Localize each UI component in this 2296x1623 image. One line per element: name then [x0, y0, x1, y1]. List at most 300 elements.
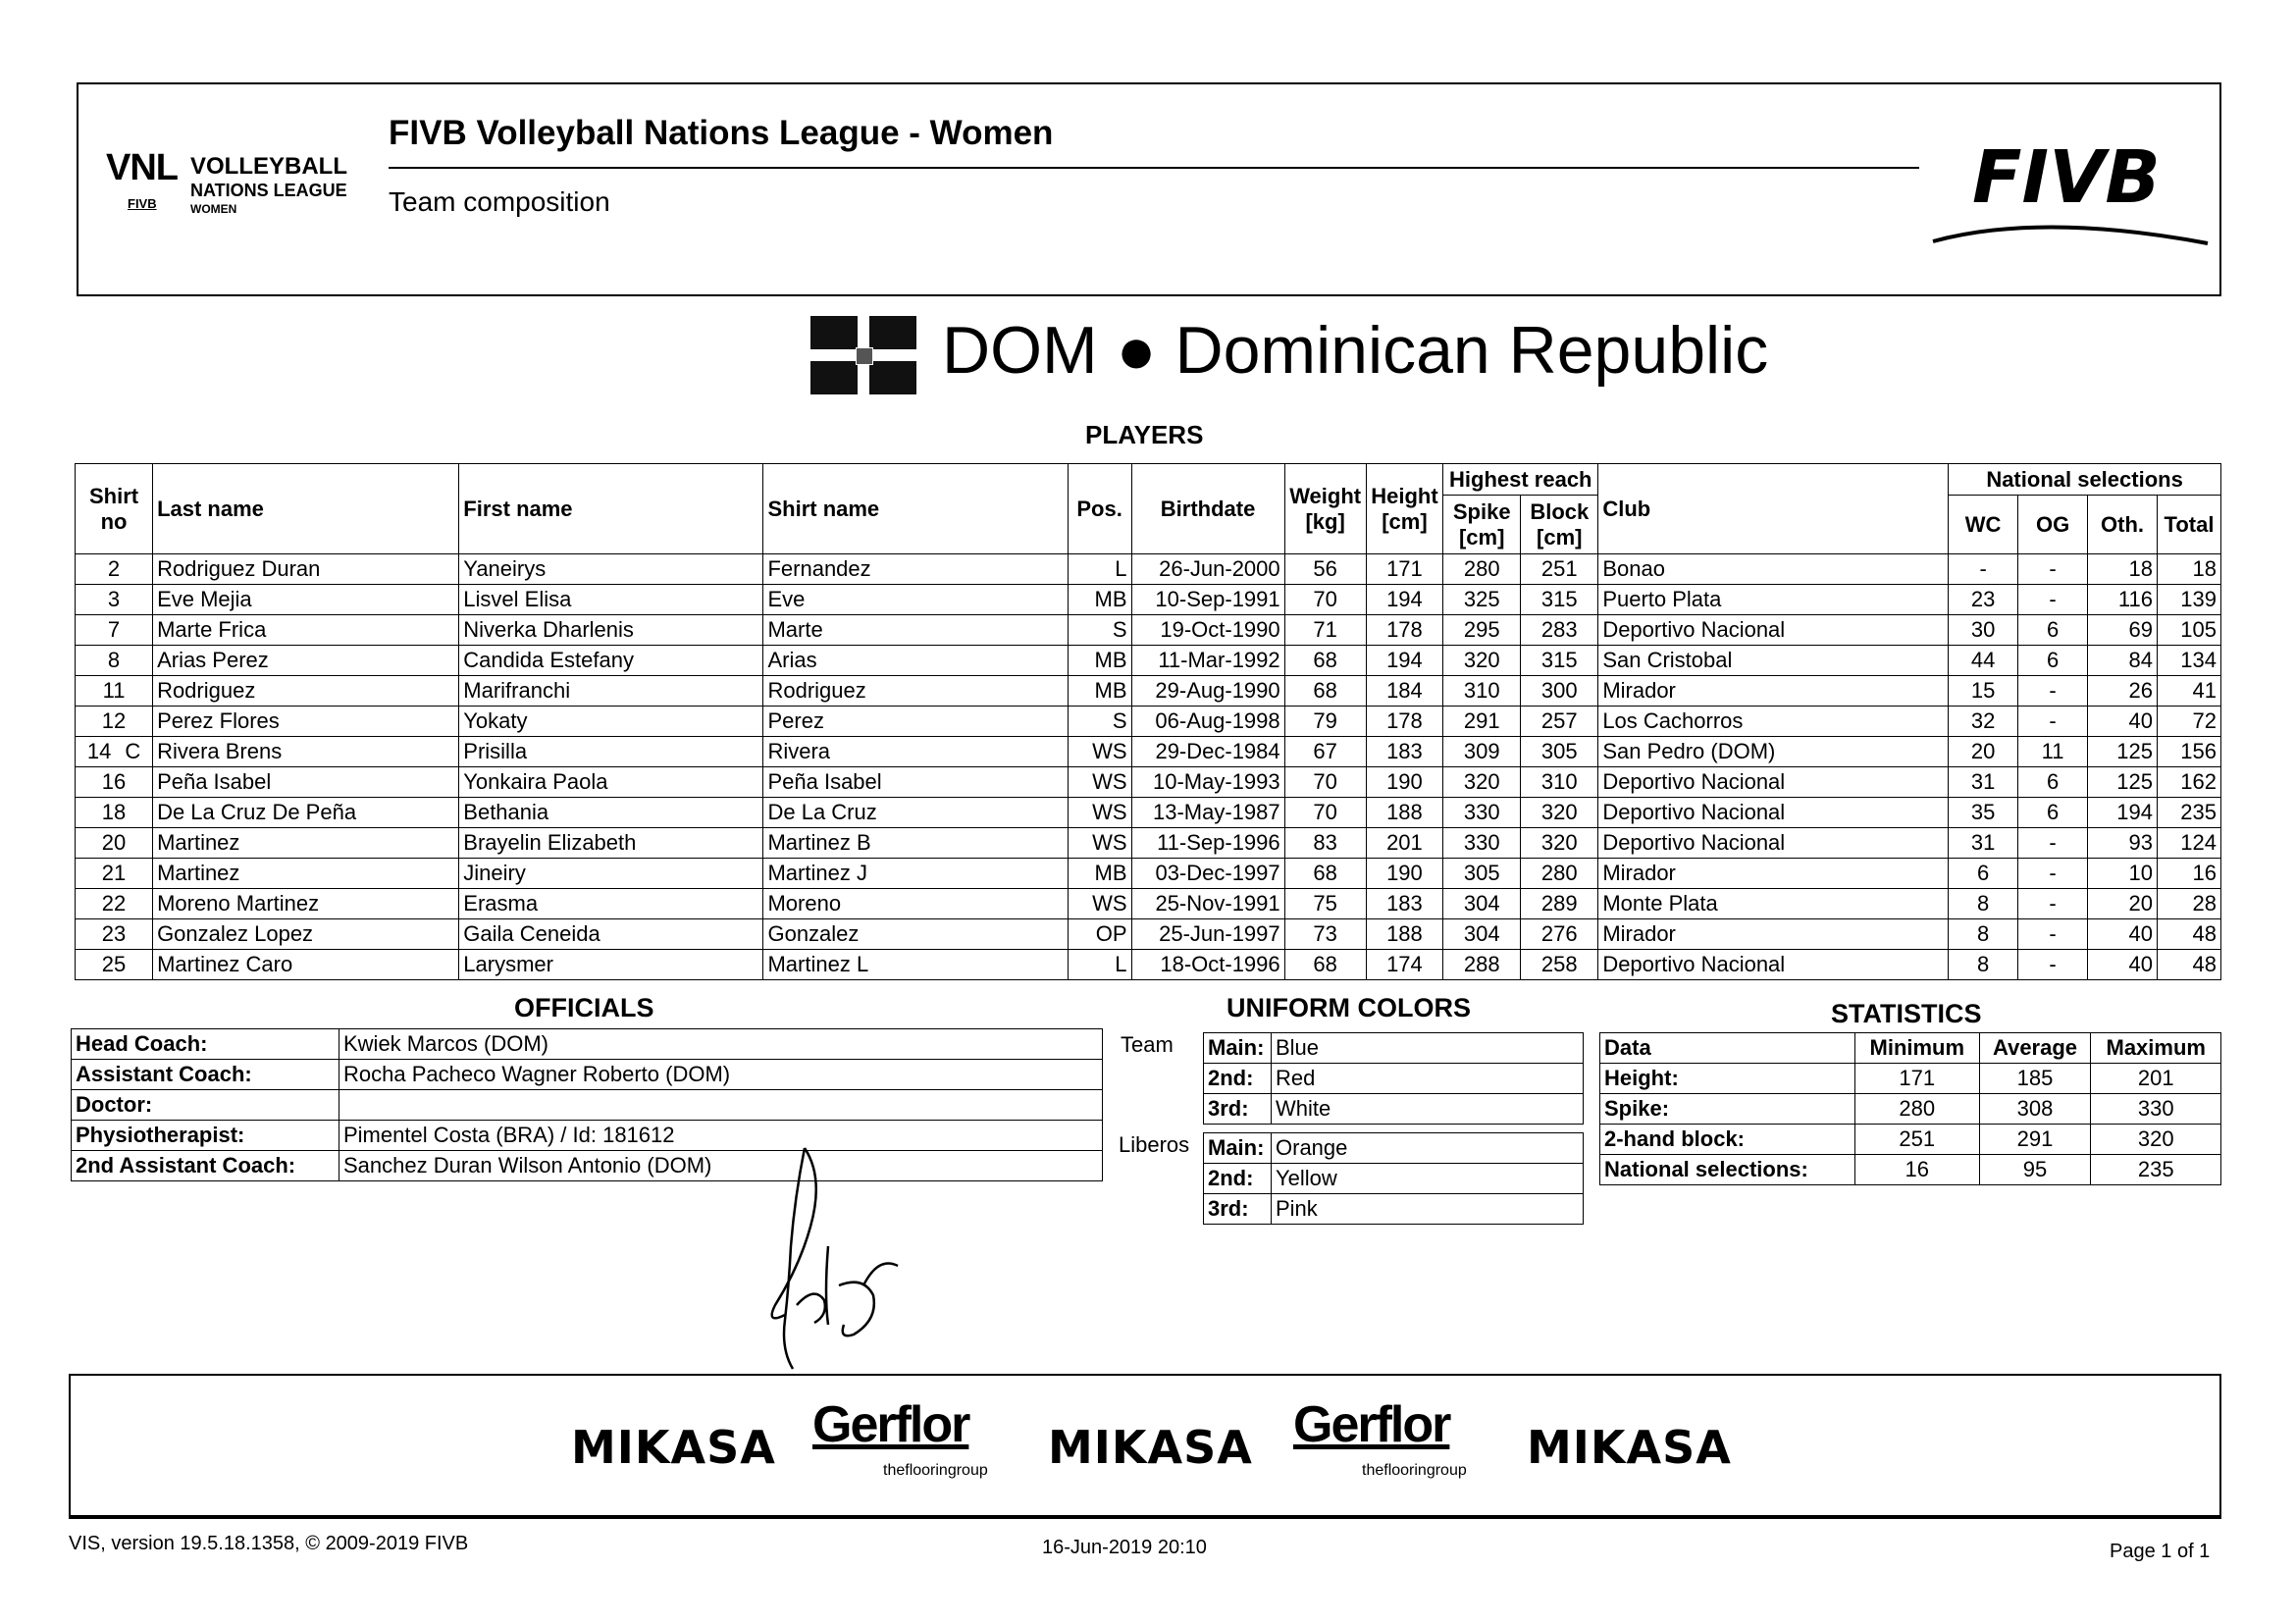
player-weight: 83: [1284, 828, 1366, 859]
team-color-label: 2nd:: [1204, 1064, 1272, 1094]
official-row: [72, 1121, 1103, 1151]
team-colors-table: [1203, 1032, 1584, 1125]
player-block: 315: [1521, 585, 1598, 615]
col-height: Height [cm]: [1366, 464, 1443, 554]
stats-label: Height:: [1600, 1064, 1855, 1094]
player-birthdate: 11-Sep-1996: [1131, 828, 1284, 859]
player-block: 315: [1521, 646, 1598, 676]
uniform-colors-heading: UNIFORM COLORS: [1226, 993, 1471, 1022]
player-first-name: Brayelin Elizabeth: [459, 828, 763, 859]
player-shirt-name: Martinez J: [763, 859, 1068, 889]
player-birthdate: 11-Mar-1992: [1131, 646, 1284, 676]
stats-col-data: Data: [1600, 1033, 1855, 1064]
player-wc: 6: [1949, 859, 2018, 889]
player-position: WS: [1068, 798, 1131, 828]
player-last-name: Arias Perez: [153, 646, 459, 676]
player-first-name: Bethania: [459, 798, 763, 828]
footer-divider: [69, 1517, 2221, 1519]
player-shirt-name: Martinez L: [763, 950, 1068, 980]
player-birthdate: 29-Dec-1984: [1131, 737, 1284, 767]
player-shirt-no-cell: [76, 585, 153, 615]
country-title: DOM ● Dominican Republic: [942, 313, 1769, 388]
player-last-name: Martinez Caro: [153, 950, 459, 980]
player-spike: 305: [1443, 859, 1521, 889]
libero-color-value: Orange: [1272, 1133, 1584, 1164]
player-total: 48: [2158, 919, 2221, 950]
player-height: 183: [1366, 737, 1443, 767]
player-og: -: [2018, 919, 2088, 950]
player-first-name: Niverka Dharlenis: [459, 615, 763, 646]
player-height: 194: [1366, 585, 1443, 615]
stats-label: 2-hand block:: [1600, 1125, 1855, 1155]
document-subtitle: Team composition: [389, 186, 610, 217]
player-height: 190: [1366, 859, 1443, 889]
player-spike: 330: [1443, 828, 1521, 859]
player-position: L: [1068, 554, 1131, 585]
player-weight: 68: [1284, 646, 1366, 676]
player-height: 174: [1366, 950, 1443, 980]
player-club: Mirador: [1598, 676, 1949, 707]
player-oth: 194: [2088, 798, 2158, 828]
player-shirt-name: Fernandez: [763, 554, 1068, 585]
player-total: 139: [2158, 585, 2221, 615]
libero-colors-table: [1203, 1132, 1584, 1225]
player-og: -: [2018, 707, 2088, 737]
player-shirt-no-cell: [76, 798, 153, 828]
player-row: [76, 707, 2221, 737]
stats-col-average: Average: [1979, 1033, 2091, 1064]
stats-minimum: 280: [1855, 1094, 1980, 1125]
player-shirt-name: Rodriguez: [763, 676, 1068, 707]
player-shirt-no: 23: [101, 921, 127, 946]
player-shirt-no-cell: [76, 707, 153, 737]
player-og: -: [2018, 859, 2088, 889]
player-shirt-no: 22: [101, 891, 127, 916]
player-og: -: [2018, 554, 2088, 585]
player-total: 105: [2158, 615, 2221, 646]
official-role: Head Coach:: [72, 1029, 339, 1060]
player-block: 289: [1521, 889, 1598, 919]
player-weight: 67: [1284, 737, 1366, 767]
player-total: 124: [2158, 828, 2221, 859]
player-shirt-no: 3: [107, 587, 121, 611]
player-position: MB: [1068, 859, 1131, 889]
player-shirt-no-cell: [76, 646, 153, 676]
player-position: L: [1068, 950, 1131, 980]
player-last-name: Martinez: [153, 828, 459, 859]
player-height: 194: [1366, 646, 1443, 676]
player-wc: 30: [1949, 615, 2018, 646]
player-birthdate: 06-Aug-1998: [1131, 707, 1284, 737]
player-club: San Cristobal: [1598, 646, 1949, 676]
player-weight: 70: [1284, 767, 1366, 798]
player-last-name: Rivera Brens: [153, 737, 459, 767]
stats-average: 291: [1979, 1125, 2091, 1155]
player-weight: 68: [1284, 859, 1366, 889]
gerflor-tagline: theflooringroup: [1362, 1462, 1467, 1479]
player-shirt-no-cell: [76, 950, 153, 980]
player-first-name: Yokaty: [459, 707, 763, 737]
player-row: [76, 798, 2221, 828]
stats-col-maximum: Maximum: [2091, 1033, 2221, 1064]
player-wc: 31: [1949, 767, 2018, 798]
col-shirt-name: Shirt name: [763, 464, 1068, 554]
player-birthdate: 29-Aug-1990: [1131, 676, 1284, 707]
col-block: Block [cm]: [1521, 496, 1598, 554]
player-og: -: [2018, 585, 2088, 615]
player-height: 183: [1366, 889, 1443, 919]
stats-minimum: 251: [1855, 1125, 1980, 1155]
col-wc: WC: [1949, 496, 2018, 554]
player-weight: 70: [1284, 585, 1366, 615]
player-position: WS: [1068, 737, 1131, 767]
player-oth: 40: [2088, 707, 2158, 737]
player-position: WS: [1068, 767, 1131, 798]
player-spike: 288: [1443, 950, 1521, 980]
player-position: S: [1068, 707, 1131, 737]
player-oth: 69: [2088, 615, 2158, 646]
player-shirt-name: Arias: [763, 646, 1068, 676]
player-height: 184: [1366, 676, 1443, 707]
player-oth: 93: [2088, 828, 2158, 859]
player-og: -: [2018, 828, 2088, 859]
player-row: [76, 585, 2221, 615]
col-position: Pos.: [1068, 464, 1131, 554]
player-og: 6: [2018, 798, 2088, 828]
player-wc: -: [1949, 554, 2018, 585]
handwritten-signature: [746, 1138, 922, 1374]
col-shirt-no: Shirt no: [76, 464, 153, 554]
liberos-colors-label: Liberos: [1119, 1132, 1190, 1157]
player-row: [76, 919, 2221, 950]
stats-average: 95: [1979, 1155, 2091, 1185]
player-wc: 15: [1949, 676, 2018, 707]
player-spike: 320: [1443, 646, 1521, 676]
player-last-name: Peña Isabel: [153, 767, 459, 798]
player-shirt-no: 12: [101, 708, 127, 733]
player-oth: 125: [2088, 767, 2158, 798]
stats-col-minimum: Minimum: [1855, 1033, 1980, 1064]
vnl-logo: [106, 147, 371, 226]
col-total: Total: [2158, 496, 2221, 554]
player-shirt-no-cell: [76, 859, 153, 889]
fivb-logo: [1923, 128, 2218, 255]
player-oth: 26: [2088, 676, 2158, 707]
player-shirt-no-cell: [76, 676, 153, 707]
player-spike: 320: [1443, 767, 1521, 798]
player-position: MB: [1068, 646, 1131, 676]
col-oth: Oth.: [2088, 496, 2158, 554]
player-club: Los Cachorros: [1598, 707, 1949, 737]
player-oth: 116: [2088, 585, 2158, 615]
player-weight: 71: [1284, 615, 1366, 646]
official-role: Doctor:: [72, 1090, 339, 1121]
print-timestamp: 16-Jun-2019 20:10: [1042, 1537, 1207, 1558]
vnl-logo-mark: VNL: [106, 147, 178, 188]
player-block: 283: [1521, 615, 1598, 646]
mikasa-logo: MIKASA: [1048, 1421, 1253, 1474]
mikasa-logo: MIKASA: [571, 1421, 776, 1474]
player-shirt-no-cell: [76, 919, 153, 950]
player-club: Monte Plata: [1598, 889, 1949, 919]
player-first-name: Erasma: [459, 889, 763, 919]
player-spike: 309: [1443, 737, 1521, 767]
player-wc: 31: [1949, 828, 2018, 859]
player-shirt-no: 20: [101, 830, 127, 855]
player-shirt-no: 8: [107, 648, 121, 672]
team-color-label: Main:: [1204, 1033, 1272, 1064]
player-last-name: Marte Frica: [153, 615, 459, 646]
player-row: [76, 646, 2221, 676]
player-oth: 40: [2088, 950, 2158, 980]
statistics-table: [1599, 1032, 2221, 1185]
gerflor-logo: Gerflor: [1293, 1396, 1450, 1453]
player-weight: 56: [1284, 554, 1366, 585]
player-shirt-name: Martinez B: [763, 828, 1068, 859]
fivb-logo-graphic: [1923, 128, 2218, 255]
player-birthdate: 19-Oct-1990: [1131, 615, 1284, 646]
libero-color-label: 2nd:: [1204, 1164, 1272, 1194]
gerflor-tagline: theflooringroup: [883, 1462, 988, 1479]
player-row: [76, 676, 2221, 707]
player-oth: 18: [2088, 554, 2158, 585]
player-height: 188: [1366, 798, 1443, 828]
col-first-name: First name: [459, 464, 763, 554]
team-color-value: Red: [1272, 1064, 1584, 1094]
page-number: Page 1 of 1: [2110, 1541, 2211, 1562]
player-club: San Pedro (DOM): [1598, 737, 1949, 767]
player-og: -: [2018, 950, 2088, 980]
player-birthdate: 10-Sep-1991: [1131, 585, 1284, 615]
player-position: OP: [1068, 919, 1131, 950]
player-birthdate: 13-May-1987: [1131, 798, 1284, 828]
official-name: [339, 1090, 1103, 1121]
version-info: VIS, version 19.5.18.1358, © 2009-2019 FIVB: [69, 1533, 469, 1554]
player-og: -: [2018, 676, 2088, 707]
player-club: Deportivo Nacional: [1598, 615, 1949, 646]
libero-color-row: [1204, 1133, 1584, 1164]
player-shirt-name: Peña Isabel: [763, 767, 1068, 798]
col-spike: Spike [cm]: [1443, 496, 1521, 554]
player-block: 276: [1521, 919, 1598, 950]
libero-color-row: [1204, 1194, 1584, 1225]
player-shirt-no: 21: [101, 861, 127, 885]
player-shirt-no-cell: [76, 767, 153, 798]
player-weight: 68: [1284, 950, 1366, 980]
vnl-logo-word-nations-league: NATIONS LEAGUE: [190, 181, 347, 200]
player-club: Deportivo Nacional: [1598, 828, 1949, 859]
player-last-name: Eve Mejia: [153, 585, 459, 615]
player-weight: 79: [1284, 707, 1366, 737]
player-spike: 280: [1443, 554, 1521, 585]
player-club: Deportivo Nacional: [1598, 950, 1949, 980]
players-heading: PLAYERS: [1085, 420, 1204, 449]
player-birthdate: 10-May-1993: [1131, 767, 1284, 798]
player-total: 16: [2158, 859, 2221, 889]
player-row: [76, 737, 2221, 767]
stats-label: National selections:: [1600, 1155, 1855, 1185]
stats-row: [1600, 1155, 2221, 1185]
player-shirt-name: Perez: [763, 707, 1068, 737]
player-og: 6: [2018, 767, 2088, 798]
stats-row: [1600, 1064, 2221, 1094]
player-club: Mirador: [1598, 859, 1949, 889]
player-last-name: Rodriguez Duran: [153, 554, 459, 585]
player-position: WS: [1068, 828, 1131, 859]
player-spike: 291: [1443, 707, 1521, 737]
player-total: 134: [2158, 646, 2221, 676]
stats-row: [1600, 1094, 2221, 1125]
player-shirt-name: Eve: [763, 585, 1068, 615]
player-club: Deportivo Nacional: [1598, 798, 1949, 828]
player-first-name: Larysmer: [459, 950, 763, 980]
libero-color-row: [1204, 1164, 1584, 1194]
col-club: Club: [1598, 464, 1949, 554]
player-shirt-name: Moreno: [763, 889, 1068, 919]
player-last-name: Gonzalez Lopez: [153, 919, 459, 950]
player-oth: 40: [2088, 919, 2158, 950]
player-shirt-name: Gonzalez: [763, 919, 1068, 950]
player-total: 235: [2158, 798, 2221, 828]
player-row: [76, 889, 2221, 919]
player-club: Bonao: [1598, 554, 1949, 585]
player-block: 258: [1521, 950, 1598, 980]
player-position: MB: [1068, 676, 1131, 707]
signature-graphic: [746, 1138, 922, 1374]
player-og: 6: [2018, 615, 2088, 646]
player-row: [76, 615, 2221, 646]
player-spike: 304: [1443, 919, 1521, 950]
vnl-logo-fivb-mark: FIVB: [128, 196, 157, 211]
col-og: OG: [2018, 496, 2088, 554]
player-og: -: [2018, 889, 2088, 919]
player-wc: 32: [1949, 707, 2018, 737]
player-block: 305: [1521, 737, 1598, 767]
player-row: [76, 554, 2221, 585]
player-last-name: Perez Flores: [153, 707, 459, 737]
col-highest-reach: Highest reach: [1443, 464, 1598, 496]
player-club: Deportivo Nacional: [1598, 767, 1949, 798]
player-wc: 8: [1949, 919, 2018, 950]
player-row: [76, 828, 2221, 859]
libero-color-value: Yellow: [1272, 1164, 1584, 1194]
vnl-logo-word-women: WOMEN: [190, 202, 237, 216]
stats-maximum: 201: [2091, 1064, 2221, 1094]
player-shirt-no-cell: [76, 615, 153, 646]
stats-average: 185: [1979, 1064, 2091, 1094]
player-shirt-name: Rivera: [763, 737, 1068, 767]
player-block: 320: [1521, 798, 1598, 828]
player-oth: 125: [2088, 737, 2158, 767]
team-color-label: 3rd:: [1204, 1094, 1272, 1125]
player-og: 6: [2018, 646, 2088, 676]
player-first-name: Yaneirys: [459, 554, 763, 585]
libero-color-label: 3rd:: [1204, 1194, 1272, 1225]
official-name: Pimentel Costa (BRA) / Id: 181612: [339, 1121, 1103, 1151]
player-spike: 330: [1443, 798, 1521, 828]
player-wc: 20: [1949, 737, 2018, 767]
player-birthdate: 25-Jun-1997: [1131, 919, 1284, 950]
player-first-name: Jineiry: [459, 859, 763, 889]
player-shirt-no: 11: [102, 678, 126, 703]
team-colors-label: Team: [1121, 1032, 1174, 1057]
libero-color-value: Pink: [1272, 1194, 1584, 1225]
statistics-heading: STATISTICS: [1831, 999, 1982, 1028]
player-shirt-no-cell: [76, 554, 153, 585]
player-shirt-name: De La Cruz: [763, 798, 1068, 828]
document-title: FIVB Volleyball Nations League - Women: [389, 114, 1054, 152]
player-row: [76, 859, 2221, 889]
libero-color-label: Main:: [1204, 1133, 1272, 1164]
official-row: [72, 1090, 1103, 1121]
player-birthdate: 26-Jun-2000: [1131, 554, 1284, 585]
team-color-value: White: [1272, 1094, 1584, 1125]
player-weight: 70: [1284, 798, 1366, 828]
player-shirt-no: 7: [107, 617, 121, 642]
player-total: 48: [2158, 950, 2221, 980]
stats-minimum: 171: [1855, 1064, 1980, 1094]
stats-row: [1600, 1125, 2221, 1155]
player-spike: 304: [1443, 889, 1521, 919]
officials-table: [71, 1028, 1103, 1181]
official-name: Rocha Pacheco Wagner Roberto (DOM): [339, 1060, 1103, 1090]
col-birthdate: Birthdate: [1131, 464, 1284, 554]
players-table: [75, 463, 2221, 980]
stats-maximum: 320: [2091, 1125, 2221, 1155]
player-height: 201: [1366, 828, 1443, 859]
player-total: 156: [2158, 737, 2221, 767]
player-weight: 73: [1284, 919, 1366, 950]
player-last-name: Rodriguez: [153, 676, 459, 707]
player-oth: 10: [2088, 859, 2158, 889]
player-height: 188: [1366, 919, 1443, 950]
official-role: Physiotherapist:: [72, 1121, 339, 1151]
player-spike: 295: [1443, 615, 1521, 646]
player-wc: 23: [1949, 585, 2018, 615]
vnl-logo-word-volleyball: VOLLEYBALL: [190, 153, 347, 180]
player-height: 190: [1366, 767, 1443, 798]
stats-minimum: 16: [1855, 1155, 1980, 1185]
stats-maximum: 330: [2091, 1094, 2221, 1125]
player-shirt-no: 2: [107, 556, 121, 581]
player-spike: 310: [1443, 676, 1521, 707]
team-color-row: [1204, 1094, 1584, 1125]
player-block: 251: [1521, 554, 1598, 585]
player-birthdate: 03-Dec-1997: [1131, 859, 1284, 889]
mikasa-logo: MIKASA: [1527, 1421, 1732, 1474]
team-color-row: [1204, 1064, 1584, 1094]
player-first-name: Prisilla: [459, 737, 763, 767]
player-height: 171: [1366, 554, 1443, 585]
player-birthdate: 25-Nov-1991: [1131, 889, 1284, 919]
col-national-selections: National selections: [1949, 464, 2221, 496]
player-wc: 8: [1949, 950, 2018, 980]
player-height: 178: [1366, 615, 1443, 646]
player-first-name: Gaila Ceneida: [459, 919, 763, 950]
player-spike: 325: [1443, 585, 1521, 615]
official-row: [72, 1151, 1103, 1181]
player-shirt-no-cell: [76, 737, 153, 767]
player-height: 178: [1366, 707, 1443, 737]
sponsor-banner: [69, 1374, 2221, 1517]
player-total: 72: [2158, 707, 2221, 737]
player-total: 41: [2158, 676, 2221, 707]
player-shirt-no: 18: [101, 800, 127, 824]
player-last-name: Moreno Martinez: [153, 889, 459, 919]
player-wc: 8: [1949, 889, 2018, 919]
player-block: 257: [1521, 707, 1598, 737]
player-first-name: Marifranchi: [459, 676, 763, 707]
